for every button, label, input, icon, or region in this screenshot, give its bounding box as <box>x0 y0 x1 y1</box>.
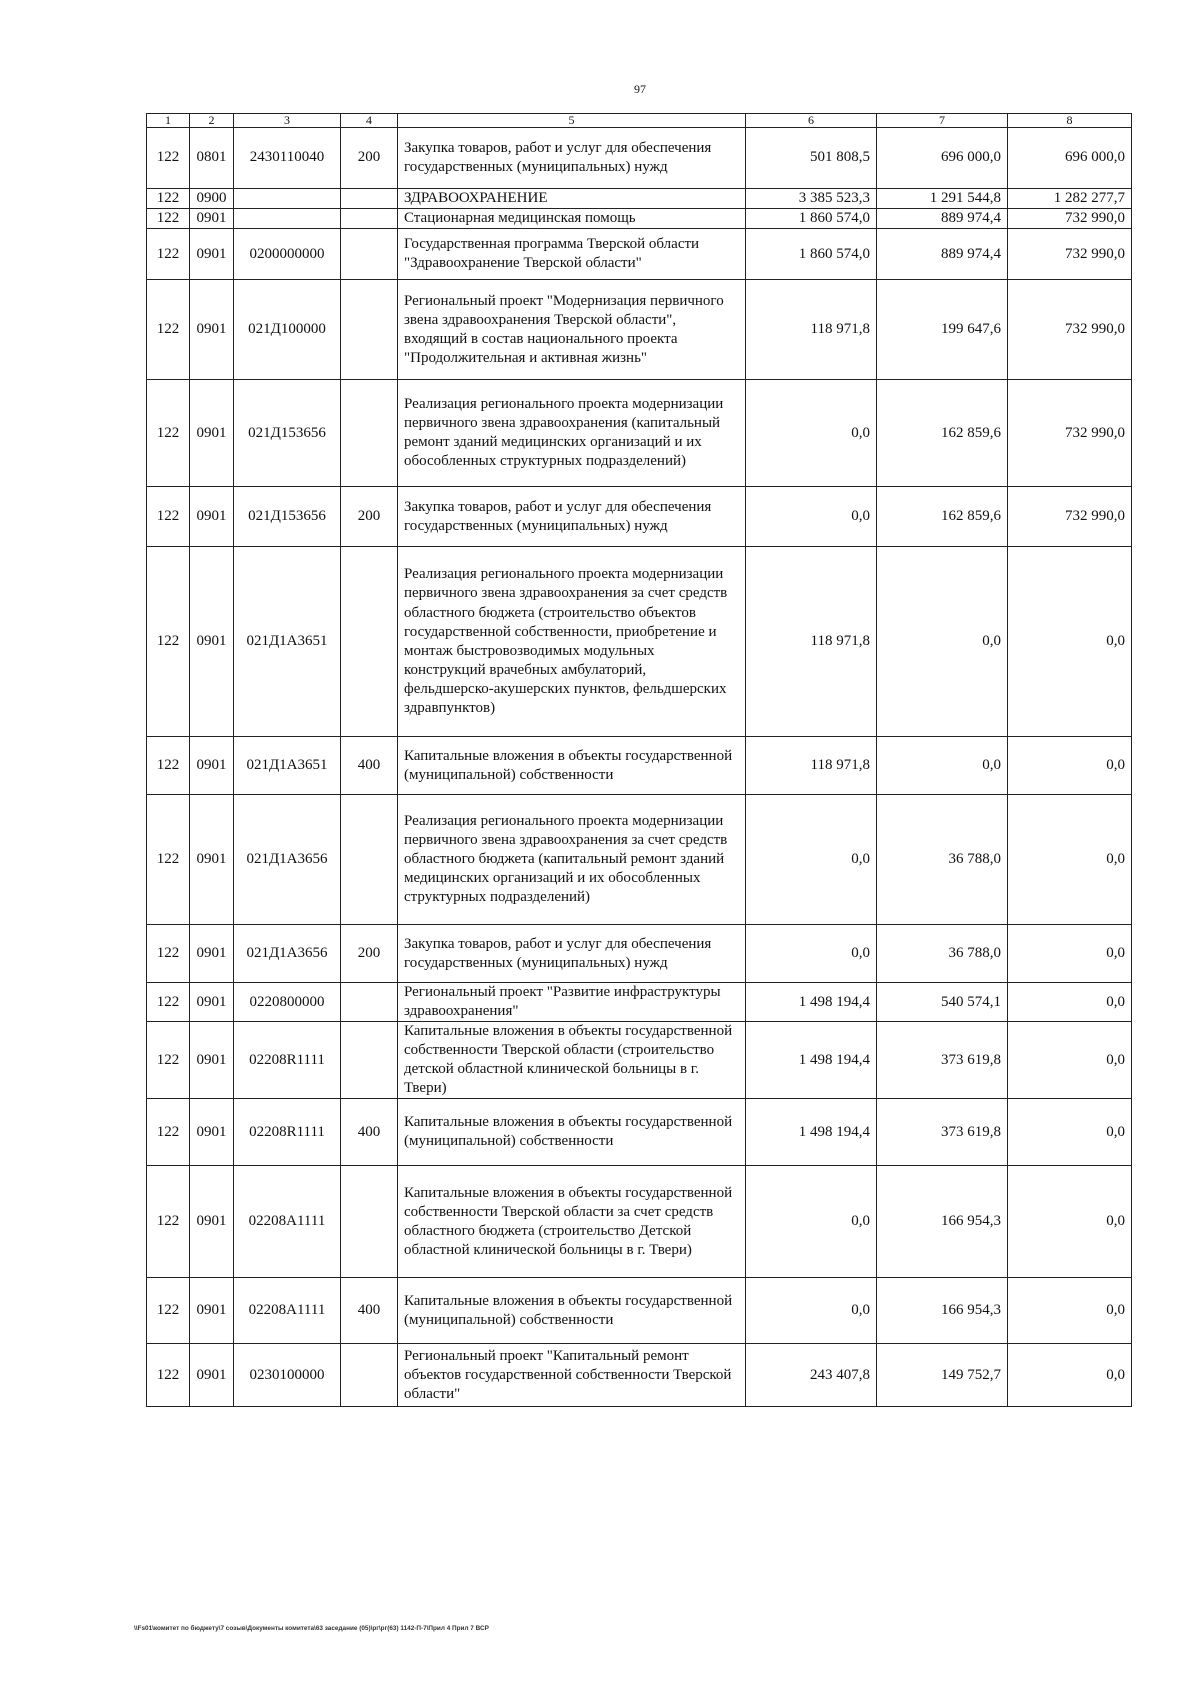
cell-amount-col7: 373 619,8 <box>877 1099 1008 1166</box>
cell-amount-col6: 0,0 <box>746 380 877 487</box>
column-header: 4 <box>341 114 398 128</box>
cell-amount-col7: 149 752,7 <box>877 1344 1008 1407</box>
cell-amount-col6: 0,0 <box>746 487 877 547</box>
cell-amount-col7: 199 647,6 <box>877 280 1008 380</box>
cell-target-article: 0220800000 <box>234 983 341 1022</box>
cell-ministry-code: 122 <box>147 737 190 795</box>
cell-amount-col8: 0,0 <box>1008 795 1132 925</box>
cell-description: Капитальные вложения в объекты государственной собственности Тверской области (строительство детской областной клинической больницы в г. Твери) <box>398 1022 746 1099</box>
cell-ministry-code: 122 <box>147 925 190 983</box>
cell-amount-col8: 1 282 277,7 <box>1008 189 1132 209</box>
column-header: 2 <box>190 114 234 128</box>
cell-expense-type <box>341 280 398 380</box>
cell-description: Капитальные вложения в объекты государственной (муниципальной) собственности <box>398 1099 746 1166</box>
cell-section-code: 0901 <box>190 1099 234 1166</box>
cell-amount-col8: 732 990,0 <box>1008 280 1132 380</box>
cell-section-code: 0901 <box>190 380 234 487</box>
column-header: 5 <box>398 114 746 128</box>
cell-ministry-code: 122 <box>147 1166 190 1278</box>
cell-section-code: 0901 <box>190 1166 234 1278</box>
column-header: 3 <box>234 114 341 128</box>
cell-expense-type <box>341 229 398 280</box>
cell-description: Стационарная медицинская помощь <box>398 209 746 229</box>
cell-amount-col8: 0,0 <box>1008 1278 1132 1344</box>
cell-expense-type <box>341 547 398 737</box>
cell-ministry-code: 122 <box>147 229 190 280</box>
cell-amount-col8: 0,0 <box>1008 1166 1132 1278</box>
cell-amount-col6: 0,0 <box>746 1278 877 1344</box>
table-row <box>147 1022 1132 1099</box>
cell-ministry-code: 122 <box>147 1344 190 1407</box>
table-row <box>147 737 1132 795</box>
cell-target-article: 021Д1А3656 <box>234 795 341 925</box>
cell-ministry-code: 122 <box>147 128 190 189</box>
cell-amount-col7: 696 000,0 <box>877 128 1008 189</box>
cell-expense-type: 400 <box>341 737 398 795</box>
cell-section-code: 0901 <box>190 795 234 925</box>
cell-amount-col6: 0,0 <box>746 925 877 983</box>
column-number-row <box>147 114 1132 128</box>
cell-section-code: 0901 <box>190 737 234 795</box>
table-row <box>147 487 1132 547</box>
cell-description: Региональный проект "Развитие инфраструктуры здравоохранения" <box>398 983 746 1022</box>
cell-description: Закупка товаров, работ и услуг для обеспечения государственных (муниципальных) нужд <box>398 128 746 189</box>
cell-section-code: 0801 <box>190 128 234 189</box>
cell-amount-col7: 0,0 <box>877 547 1008 737</box>
cell-amount-col8: 0,0 <box>1008 925 1132 983</box>
cell-amount-col7: 36 788,0 <box>877 795 1008 925</box>
table-row <box>147 189 1132 209</box>
cell-amount-col6: 501 808,5 <box>746 128 877 189</box>
table-row <box>147 128 1132 189</box>
table-row <box>147 380 1132 487</box>
column-header: 6 <box>746 114 877 128</box>
cell-amount-col8: 732 990,0 <box>1008 380 1132 487</box>
cell-section-code: 0901 <box>190 925 234 983</box>
cell-amount-col8: 0,0 <box>1008 1099 1132 1166</box>
cell-amount-col8: 0,0 <box>1008 1022 1132 1099</box>
cell-section-code: 0901 <box>190 547 234 737</box>
cell-amount-col6: 1 498 194,4 <box>746 1022 877 1099</box>
cell-ministry-code: 122 <box>147 189 190 209</box>
cell-amount-col7: 162 859,6 <box>877 380 1008 487</box>
cell-section-code: 0901 <box>190 983 234 1022</box>
cell-section-code: 0901 <box>190 1278 234 1344</box>
cell-target-article: 021Д100000 <box>234 280 341 380</box>
cell-description: Закупка товаров, работ и услуг для обеспечения государственных (муниципальных) нужд <box>398 487 746 547</box>
cell-amount-col7: 162 859,6 <box>877 487 1008 547</box>
cell-amount-col7: 1 291 544,8 <box>877 189 1008 209</box>
cell-amount-col7: 166 954,3 <box>877 1278 1008 1344</box>
page-number: 97 <box>634 82 646 96</box>
cell-expense-type: 200 <box>341 487 398 547</box>
cell-description: Капитальные вложения в объекты государственной (муниципальной) собственности <box>398 737 746 795</box>
cell-amount-col8: 696 000,0 <box>1008 128 1132 189</box>
cell-target-article: 021Д1А3651 <box>234 737 341 795</box>
cell-ministry-code: 122 <box>147 1022 190 1099</box>
cell-target-article <box>234 209 341 229</box>
cell-target-article: 021Д153656 <box>234 380 341 487</box>
table-row <box>147 983 1132 1022</box>
table-row <box>147 925 1132 983</box>
cell-section-code: 0900 <box>190 189 234 209</box>
cell-expense-type <box>341 1344 398 1407</box>
cell-expense-type <box>341 189 398 209</box>
cell-amount-col6: 118 971,8 <box>746 737 877 795</box>
cell-amount-col7: 0,0 <box>877 737 1008 795</box>
cell-ministry-code: 122 <box>147 983 190 1022</box>
cell-description: Реализация регионального проекта модернизации первичного звена здравоохранения за счет средств областного бюджета (строительство объектов государственной собственности, приобретение и монтаж быстровозводимых модульных конструкций врачебных амбулаторий, фельдшерско-акушерских пунктов, фельдшерских здравпунктов) <box>398 547 746 737</box>
cell-amount-col6: 1 498 194,4 <box>746 1099 877 1166</box>
cell-target-article: 02208А1111 <box>234 1166 341 1278</box>
cell-description: Реализация регионального проекта модернизации первичного звена здравоохранения за счет средств областного бюджета (капитальный ремонт зданий медицинских организаций и их обособленных структурных подразделений) <box>398 795 746 925</box>
cell-ministry-code: 122 <box>147 1278 190 1344</box>
cell-amount-col7: 166 954,3 <box>877 1166 1008 1278</box>
table-row <box>147 547 1132 737</box>
cell-amount-col8: 0,0 <box>1008 983 1132 1022</box>
cell-amount-col6: 3 385 523,3 <box>746 189 877 209</box>
cell-amount-col6: 0,0 <box>746 1166 877 1278</box>
cell-ministry-code: 122 <box>147 380 190 487</box>
cell-section-code: 0901 <box>190 1344 234 1407</box>
cell-ministry-code: 122 <box>147 487 190 547</box>
cell-section-code: 0901 <box>190 487 234 547</box>
cell-ministry-code: 122 <box>147 547 190 737</box>
cell-expense-type <box>341 1022 398 1099</box>
table-row <box>147 209 1132 229</box>
cell-section-code: 0901 <box>190 1022 234 1099</box>
table-row <box>147 795 1132 925</box>
cell-expense-type: 400 <box>341 1099 398 1166</box>
cell-target-article: 0200000000 <box>234 229 341 280</box>
cell-target-article: 021Д153656 <box>234 487 341 547</box>
cell-ministry-code: 122 <box>147 1099 190 1166</box>
cell-amount-col8: 732 990,0 <box>1008 487 1132 547</box>
cell-description: Закупка товаров, работ и услуг для обеспечения государственных (муниципальных) нужд <box>398 925 746 983</box>
cell-target-article <box>234 189 341 209</box>
cell-amount-col8: 0,0 <box>1008 1344 1132 1407</box>
cell-target-article: 021Д1А3651 <box>234 547 341 737</box>
cell-description: Региональный проект "Капитальный ремонт объектов государственной собственности Тверской области" <box>398 1344 746 1407</box>
table-row <box>147 1166 1132 1278</box>
cell-expense-type: 400 <box>341 1278 398 1344</box>
cell-amount-col8: 0,0 <box>1008 547 1132 737</box>
cell-section-code: 0901 <box>190 280 234 380</box>
table-row <box>147 1278 1132 1344</box>
cell-amount-col7: 889 974,4 <box>877 229 1008 280</box>
column-header: 8 <box>1008 114 1132 128</box>
cell-amount-col8: 732 990,0 <box>1008 229 1132 280</box>
cell-target-article: 2430110040 <box>234 128 341 189</box>
cell-section-code: 0901 <box>190 209 234 229</box>
cell-ministry-code: 122 <box>147 209 190 229</box>
cell-expense-type: 200 <box>341 925 398 983</box>
cell-amount-col6: 118 971,8 <box>746 280 877 380</box>
column-header: 7 <box>877 114 1008 128</box>
cell-description: Капитальные вложения в объекты государственной (муниципальной) собственности <box>398 1278 746 1344</box>
cell-target-article: 0230100000 <box>234 1344 341 1407</box>
cell-description: Государственная программа Тверской области "Здравоохранение Тверской области" <box>398 229 746 280</box>
cell-amount-col7: 889 974,4 <box>877 209 1008 229</box>
cell-ministry-code: 122 <box>147 280 190 380</box>
cell-description: Реализация регионального проекта модернизации первичного звена здравоохранения (капитальный ремонт зданий медицинских организаций и их обособленных структурных подразделений) <box>398 380 746 487</box>
cell-description: Региональный проект "Модернизация первичного звена здравоохранения Тверской области", входящий в состав национального проекта "Продолжительная и активная жизнь" <box>398 280 746 380</box>
cell-amount-col7: 373 619,8 <box>877 1022 1008 1099</box>
table-row <box>147 229 1132 280</box>
cell-section-code: 0901 <box>190 229 234 280</box>
cell-target-article: 02208R1111 <box>234 1099 341 1166</box>
cell-amount-col7: 36 788,0 <box>877 925 1008 983</box>
cell-amount-col7: 540 574,1 <box>877 983 1008 1022</box>
footer-file-path: \\Fs01\комитет по бюджету\7 созыв\Документы комитета\63 заседание (05)\рг\рг(63) 1142-П-7\Прил 4 Прил 7 ВСР <box>134 1625 489 1632</box>
cell-expense-type <box>341 795 398 925</box>
column-header: 1 <box>147 114 190 128</box>
cell-target-article: 02208R1111 <box>234 1022 341 1099</box>
table-row <box>147 1344 1132 1407</box>
cell-target-article: 02208А1111 <box>234 1278 341 1344</box>
cell-expense-type: 200 <box>341 128 398 189</box>
cell-amount-col6: 118 971,8 <box>746 547 877 737</box>
cell-description: Капитальные вложения в объекты государственной собственности Тверской области за счет средств областного бюджета (строительство Детской областной клинической больницы в г. Твери) <box>398 1166 746 1278</box>
cell-amount-col6: 1 498 194,4 <box>746 983 877 1022</box>
cell-target-article: 021Д1А3656 <box>234 925 341 983</box>
cell-expense-type <box>341 209 398 229</box>
budget-table <box>146 113 1132 1407</box>
table-row <box>147 280 1132 380</box>
cell-amount-col6: 243 407,8 <box>746 1344 877 1407</box>
cell-expense-type <box>341 380 398 487</box>
cell-amount-col6: 1 860 574,0 <box>746 229 877 280</box>
cell-amount-col8: 732 990,0 <box>1008 209 1132 229</box>
cell-expense-type <box>341 1166 398 1278</box>
cell-ministry-code: 122 <box>147 795 190 925</box>
cell-amount-col8: 0,0 <box>1008 737 1132 795</box>
cell-description: ЗДРАВООХРАНЕНИЕ <box>398 189 746 209</box>
cell-expense-type <box>341 983 398 1022</box>
cell-amount-col6: 1 860 574,0 <box>746 209 877 229</box>
cell-amount-col6: 0,0 <box>746 795 877 925</box>
table-row <box>147 1099 1132 1166</box>
